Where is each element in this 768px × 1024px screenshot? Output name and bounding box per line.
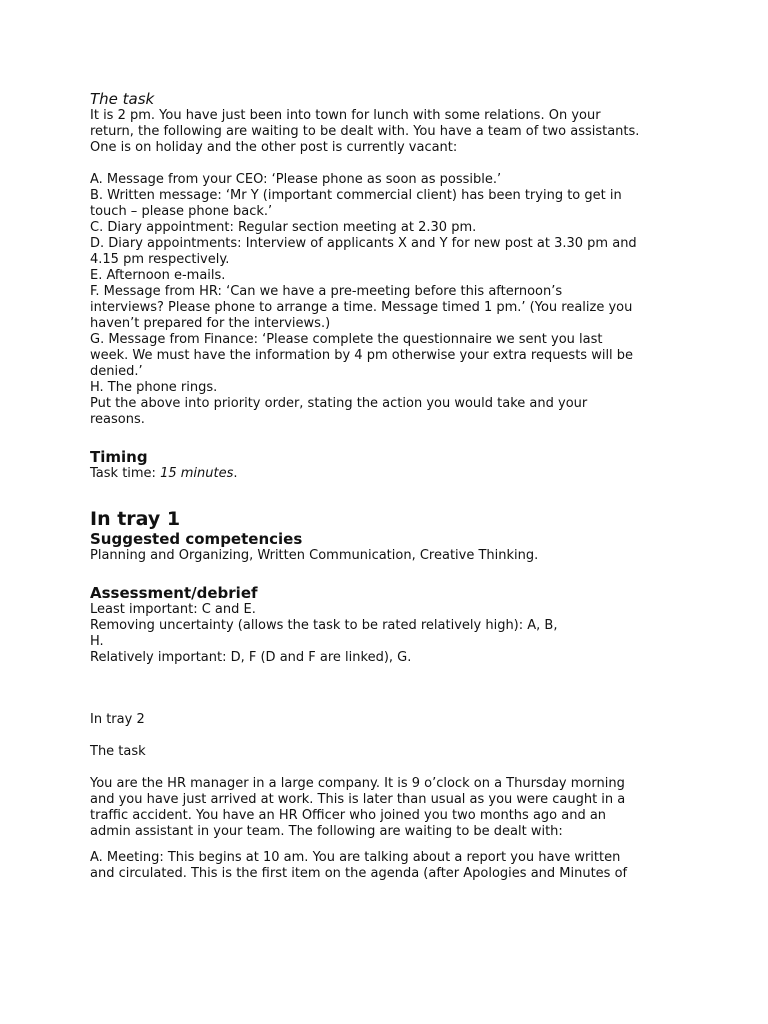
task-heading: The task: [90, 90, 155, 108]
text-line: and circulated. This is the first item on the agenda (after Apologies and Minutes of: [90, 866, 628, 881]
text-line: return, the following are waiting to be dealt with. You have a team of two assistants.: [90, 124, 640, 139]
text-line: admin assistant in your team. The following are waiting to be dealt with:: [90, 824, 563, 839]
text-line: A. Meeting: This begins at 10 am. You are talking about a report you have written: [90, 850, 621, 865]
text-line: H.: [90, 634, 104, 649]
text-line: interviews? Please phone to arrange a time. Message timed 1 pm.’ (You realize you: [90, 300, 633, 315]
text-line: H. The phone rings.: [90, 380, 218, 395]
timing-heading: Timing: [90, 448, 148, 466]
timing-suffix: .: [233, 466, 238, 481]
text-line: You are the HR manager in a large company. It is 9 o’clock on a Thursday morning: [90, 776, 625, 791]
text-line: 4.15 pm respectively.: [90, 252, 230, 267]
in-tray-2-heading: In tray 2: [90, 712, 145, 727]
in-tray-2-item-a: [90, 850, 690, 882]
text-line: Removing uncertainty (allows the task to be rated relatively high): A, B,: [90, 618, 558, 633]
text-line: C. Diary appointment: Regular section meeting at 2.30 pm.: [90, 220, 477, 235]
document-page: [90, 90, 690, 882]
task-intro: [90, 108, 690, 156]
text-line: week. We must have the information by 4 pm otherwise your extra requests will be: [90, 348, 634, 363]
text-line: It is 2 pm. You have just been into town for lunch with some relations. On your: [90, 108, 601, 123]
text-line: B. Written message: ‘Mr Y (important commercial client) has been trying to get in: [90, 188, 622, 203]
text-line: D. Diary appointments: Interview of applicants X and Y for new post at 3.30 pm and: [90, 236, 637, 251]
text-line: G. Message from Finance: ‘Please complete the questionnaire we sent you last: [90, 332, 603, 347]
text-line: Put the above into priority order, stating the action you would take and your: [90, 396, 588, 411]
in-tray-2-task-heading: The task: [90, 744, 146, 759]
text-line: haven’t prepared for the interviews.): [90, 316, 331, 331]
text-line: A. Message from your CEO: ‘Please phone as soon as possible.’: [90, 172, 502, 187]
timing-line: [90, 466, 690, 482]
text-line: F. Message from HR: ‘Can we have a pre-meeting before this afternoon’s: [90, 284, 563, 299]
in-tray-1-heading: In tray 1: [90, 508, 181, 530]
text-line: denied.’: [90, 364, 143, 379]
text-line: E. Afternoon e-mails.: [90, 268, 226, 283]
assessment-list: [90, 602, 690, 666]
text-line: Relatively important: D, F (D and F are linked), G.: [90, 650, 412, 665]
assessment-heading: Assessment/debrief: [90, 584, 258, 602]
timing-label: Task time:: [90, 466, 161, 481]
competencies-heading: Suggested competencies: [90, 530, 303, 548]
text-line: touch – please phone back.’: [90, 204, 273, 219]
timing-value: 15 minutes: [160, 466, 234, 481]
in-tray-2-paragraph: [90, 776, 690, 840]
text-line: and you have just arrived at work. This is later than usual as you were caught in a: [90, 792, 626, 807]
task-items: [90, 172, 690, 428]
text-line: One is on holiday and the other post is currently vacant:: [90, 140, 458, 155]
text-line: traffic accident. You have an HR Officer who joined you two months ago and an: [90, 808, 607, 823]
text-line: Least important: C and E.: [90, 602, 256, 617]
text-line: reasons.: [90, 412, 145, 427]
competencies-text: Planning and Organizing, Written Communication, Creative Thinking.: [90, 548, 539, 563]
